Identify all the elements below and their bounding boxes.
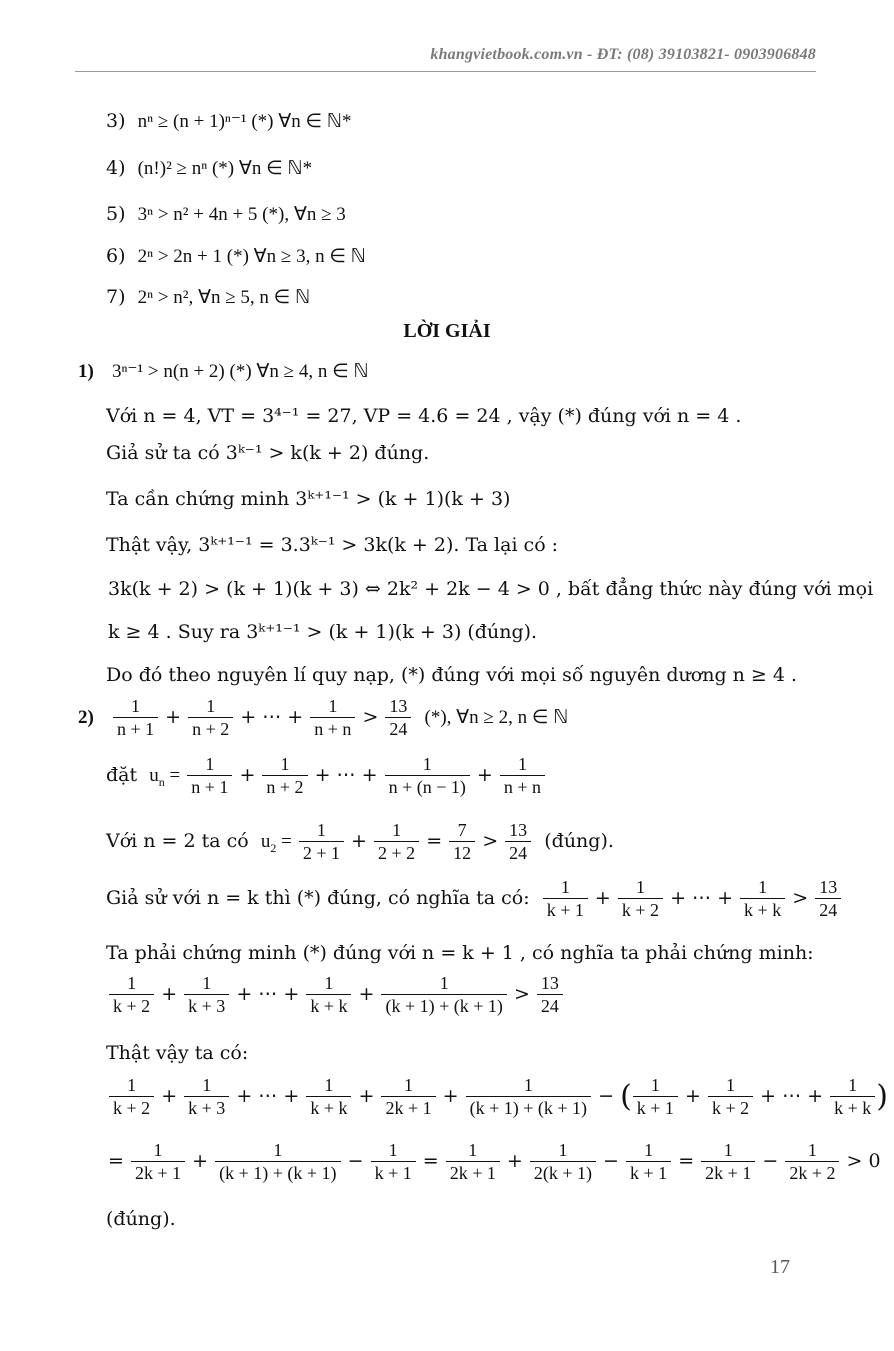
solution-2-target-inequality: $\frac{1}{k + 2}$ + $\frac{1}{k + 3}$ + ⋯ + $\frac{1}{k + k}$ + $\frac{1}{(k + 1) + (k + 1)}$ > $\frac{13}{24}$	[108, 973, 564, 1017]
exercise-5-formula: 3ⁿ > n² + 4n + 5 (*), ∀n ≥ 3	[137, 204, 346, 225]
exercise-6: 6) 2ⁿ > 2n + 1 (*) ∀n ≥ 3, n ∈ ℕ	[106, 245, 366, 267]
solution-2-proof-intro: Thật vậy ta có:	[106, 1042, 249, 1064]
solution-1-line-6: k ≥ 4 . Suy ra 3ᵏ⁺¹⁻¹ > (k + 1)(k + 3) (đúng).	[108, 621, 538, 643]
page-header: khangvietbook.com.vn - ĐT: (08) 39103821- 0903906848	[430, 46, 816, 63]
solution-1-statement: 1) 3ⁿ⁻¹ > n(n + 2) (*) ∀n ≥ 4, n ∈ ℕ	[78, 361, 369, 382]
fraction: $\frac{13}{24}$	[815, 877, 841, 921]
solution-1-line-5: 3k(k + 2) > (k + 1)(k + 3) ⇔ 2k² + 2k − 4 > 0 , bất đẳng thức này đúng với mọi	[108, 578, 874, 600]
solution-1-line-1: Với n = 4, VT = 3⁴⁻¹ = 27, VP = 4.6 = 24 , vậy (*) đúng với n = 4 .	[106, 405, 742, 427]
exercise-3-formula: nⁿ ≥ (n + 1)ⁿ⁻¹ (*) ∀n ∈ ℕ*	[137, 111, 352, 132]
fraction: $\frac{13}{24}$	[537, 973, 563, 1017]
fraction: $\frac{1}{n + n}$	[500, 754, 545, 798]
exercise-4-formula: (n!)² ≥ nⁿ (*) ∀n ∈ ℕ*	[137, 158, 313, 179]
fraction: $\frac{1}{k + 2}$	[109, 1075, 154, 1119]
fraction: $\frac{1}{n + n}$	[310, 696, 355, 740]
fraction: $\frac{1}{2 + 1}$	[299, 820, 344, 864]
fraction: $\frac{13}{24}$	[385, 696, 411, 740]
solution-1-line-7: Do đó theo nguyên lí quy nạp, (*) đúng với mọi số nguyên dương n ≥ 4 .	[106, 664, 798, 686]
fraction: $\frac{1}{k + k}$	[830, 1075, 875, 1119]
fraction: $\frac{1}{k + 2}$	[109, 973, 154, 1017]
fraction: $\frac{1}{2(k + 1)}$	[530, 1140, 596, 1184]
fraction: $\frac{1}{n + 2}$	[188, 696, 233, 740]
fraction: $\frac{1}{k + k}$	[306, 1075, 351, 1119]
fraction: $\frac{1}{k + 3}$	[184, 1075, 229, 1119]
fraction: $\frac{1}{k + 1}$	[633, 1075, 678, 1119]
fraction: $\frac{1}{k + 2}$	[708, 1075, 753, 1119]
solution-2-hypothesis: Giả sử với n = k thì (*) đúng, có nghĩa ta có: $\frac{1}{k + 1}$ + $\frac{1}{k + 2}$ + ⋯ + $\frac{1}{k + k}$ > $\frac{13}{24}$	[106, 877, 842, 921]
fraction: $\frac{1}{2k + 1}$	[446, 1140, 500, 1184]
fraction: $\frac{1}{n + 1}$	[187, 754, 232, 798]
exercise-4: 4) (n!)² ≥ nⁿ (*) ∀n ∈ ℕ*	[106, 157, 313, 179]
solution-2-base-case: Với n = 2 ta có $u_2$ = $\frac{1}{2 + 1}$ + $\frac{1}{2 + 2}$ = $\frac{7}{12}$ > $\frac{13}{24}$ (đúng).	[106, 820, 614, 863]
solution-2-statement: 2) $\frac{1}{n + 1}$ + $\frac{1}{n + 2}$ + ⋯ + $\frac{1}{n + n}$ > $\frac{13}{24}$ (*), ∀n ≥ 2, n ∈ ℕ	[78, 696, 569, 739]
header-rule	[75, 71, 816, 72]
fraction: $\frac{1}{n + 2}$	[262, 754, 307, 798]
fraction: $\frac{1}{(k + 1) + (k + 1)}$	[466, 1075, 591, 1119]
fraction: $\frac{1}{k + 1}$	[371, 1140, 416, 1184]
solution-title: LỜI GIẢI	[403, 320, 491, 342]
page-number: 17	[770, 1256, 790, 1278]
fraction: $\frac{1}{2 + 2}$	[374, 820, 419, 864]
exercise-7: 7) 2ⁿ > n², ∀n ≥ 5, n ∈ ℕ	[106, 286, 311, 308]
fraction: $\frac{1}{k + k}$	[306, 973, 351, 1017]
fraction: $\frac{1}{k + 1}$	[543, 877, 588, 921]
fraction: $\frac{13}{24}$	[505, 820, 531, 864]
solution-2-simplification: = $\frac{1}{2k + 1}$ + $\frac{1}{(k + 1) + (k + 1)}$ − $\frac{1}{k + 1}$ = $\frac{1}{2k + 1}$ + $\frac{1}{2(k + 1)}$ − $\frac{1}{k + 1}$ = $\frac{1}{2k + 1}$ − $\frac{1}{2k + 2}$ > 0	[108, 1140, 881, 1183]
solution-2-un-definition: đặt $u_n$ = $\frac{1}{n + 1}$ + $\frac{1}{n + 2}$ + ⋯ + $\frac{1}{n + (n - 1)}$ + $\frac{1}{n + n}$	[106, 754, 546, 798]
fraction: $\frac{1}{2k + 1}$	[381, 1075, 435, 1119]
fraction: $\frac{1}{k + 1}$	[626, 1140, 671, 1184]
solution-2-conclusion: (đúng).	[106, 1208, 176, 1230]
fraction: $\frac{1}{2k + 1}$	[701, 1140, 755, 1184]
solution-2-need-to-prove: Ta phải chứng minh (*) đúng với n = k + 1 , có nghĩa ta phải chứng minh:	[106, 942, 814, 964]
fraction: $\frac{1}{k + k}$	[740, 877, 785, 921]
solution-1-line-4: Thật vậy, 3ᵏ⁺¹⁻¹ = 3.3ᵏ⁻¹ > 3k(k + 2). Ta lại có :	[106, 534, 559, 556]
fraction: $\frac{1}{k + 3}$	[184, 973, 229, 1017]
solution-2-difference: $\frac{1}{k + 2}$ + $\frac{1}{k + 3}$ + ⋯ + $\frac{1}{k + k}$ + $\frac{1}{2k + 1}$ + $\frac{1}{(k + 1) + (k + 1)}$ − ( $\frac{1}{k + 1}$ + $\frac{1}{k + 2}$ + ⋯ + $\frac{1}{k + k}$ )	[108, 1075, 888, 1119]
fraction: $\frac{1}{n + (n - 1)}$	[385, 754, 470, 798]
fraction: $\frac{1}{2k + 2}$	[785, 1140, 839, 1184]
exercise-3: 3) nⁿ ≥ (n + 1)ⁿ⁻¹ (*) ∀n ∈ ℕ*	[106, 110, 352, 132]
solution-1-line-3: Ta cần chứng minh 3ᵏ⁺¹⁻¹ > (k + 1)(k + 3)	[106, 488, 511, 510]
fraction: $\frac{1}{(k + 1) + (k + 1)}$	[215, 1140, 340, 1184]
fraction: $\frac{1}{(k + 1) + (k + 1)}$	[381, 973, 506, 1017]
exercise-6-formula: 2ⁿ > 2n + 1 (*) ∀n ≥ 3, n ∈ ℕ	[137, 246, 366, 267]
exercise-7-formula: 2ⁿ > n², ∀n ≥ 5, n ∈ ℕ	[137, 287, 311, 308]
solution-1-line-2: Giả sử ta có 3ᵏ⁻¹ > k(k + 2) đúng.	[106, 442, 430, 464]
fraction: $\frac{1}{n + 1}$	[113, 696, 158, 740]
fraction: $\frac{7}{12}$	[449, 820, 475, 864]
fraction: $\frac{1}{2k + 1}$	[131, 1140, 185, 1184]
exercise-5: 5) 3ⁿ > n² + 4n + 5 (*), ∀n ≥ 3	[106, 203, 346, 225]
fraction: $\frac{1}{k + 2}$	[618, 877, 663, 921]
